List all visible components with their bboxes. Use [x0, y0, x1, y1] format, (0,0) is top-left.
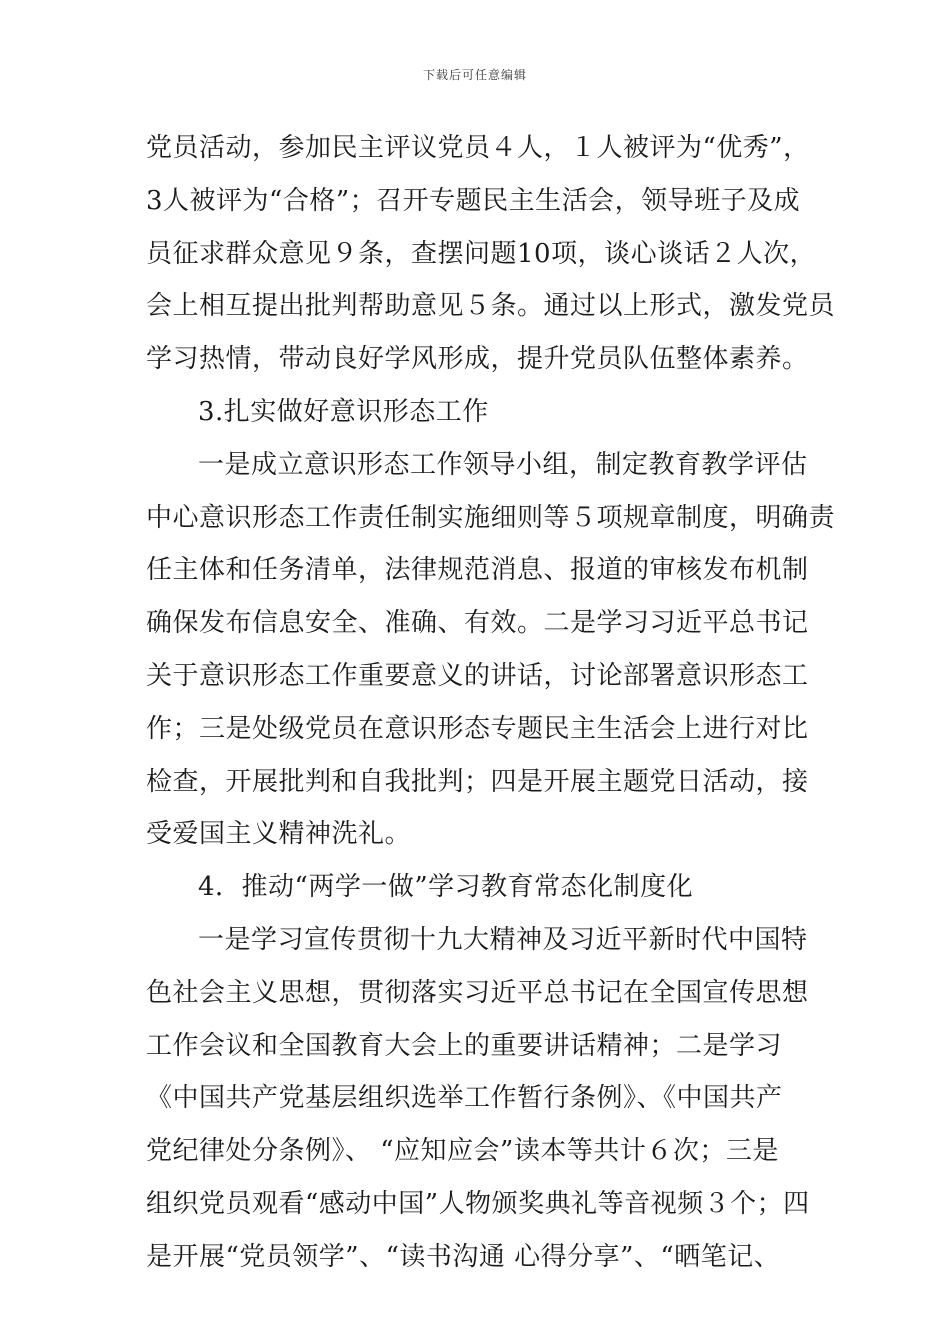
text-line: 一是成立意识形态工作领导小组，制定教育教学评估	[198, 449, 808, 480]
text-line: 是开展“党员领学”、“读书沟通 心得分享”、“晒笔记、	[146, 1241, 781, 1272]
text-line: 任主体和任务清单，法律规范消息、报道的审核发布机制	[146, 555, 809, 586]
text-line: 检查，开展批判和自我批判；四是开展主题党日活动，接	[146, 766, 809, 797]
text-line: 3人被评为“合格”；召开专题民主生活会，领导班子及成	[146, 185, 801, 216]
text-line: 组织党员观看“感动中国”人物颁奖典礼等音视频３个；四	[146, 1188, 810, 1219]
text-line: 中心意识形态工作责任制实施细则等５项规章制度，明确责	[146, 502, 836, 533]
section-heading: 3.扎实做好意识形态工作	[198, 396, 489, 427]
text-line: 关于意识形态工作重要意义的讲话，讨论部署意识形态工	[146, 660, 809, 691]
section-heading: 4．推动“两学一做”学习教育常态化制度化	[198, 872, 694, 903]
text-line: 确保发布信息安全、准确、有效。二是学习习近平总书记	[146, 608, 809, 639]
document-body	[146, 122, 836, 1284]
text-line: 作；三是处级党员在意识形态专题民主生活会上进行对比	[146, 713, 809, 744]
text-line: 党员活动，参加民主评议党员４人，１人被评为“优秀”，	[146, 133, 810, 163]
text-line: 色社会主义思想，贯彻落实习近平总书记在全国宣传思想	[146, 977, 809, 1008]
text-line: 一是学习宣传贯彻十九大精神及习近平新时代中国特	[198, 924, 808, 955]
text-line: 受爱国主义精神洗礼。	[146, 819, 412, 850]
text-line: 党纪律处分条例》、 “应知应会”读本等共计６次；三是	[146, 1136, 779, 1167]
text-line: 工作会议和全国教育大会上的重要讲话精神；二是学习	[146, 1030, 783, 1061]
text-line: 员征求群众意见９条，查摆问题10项，谈心谈话２人次，	[146, 238, 817, 269]
text-line: 会上相互提出批判帮助意见５条。通过以上形式，激发党员	[146, 291, 836, 322]
text-line: 学习热情，带动良好学风形成，提升党员队伍整体素养。	[146, 344, 809, 375]
page-header-note: 下载后可任意编辑	[422, 68, 527, 82]
text-line: 《中国共产党基层组织选举工作暂行条例》、《中国共产	[146, 1083, 783, 1114]
